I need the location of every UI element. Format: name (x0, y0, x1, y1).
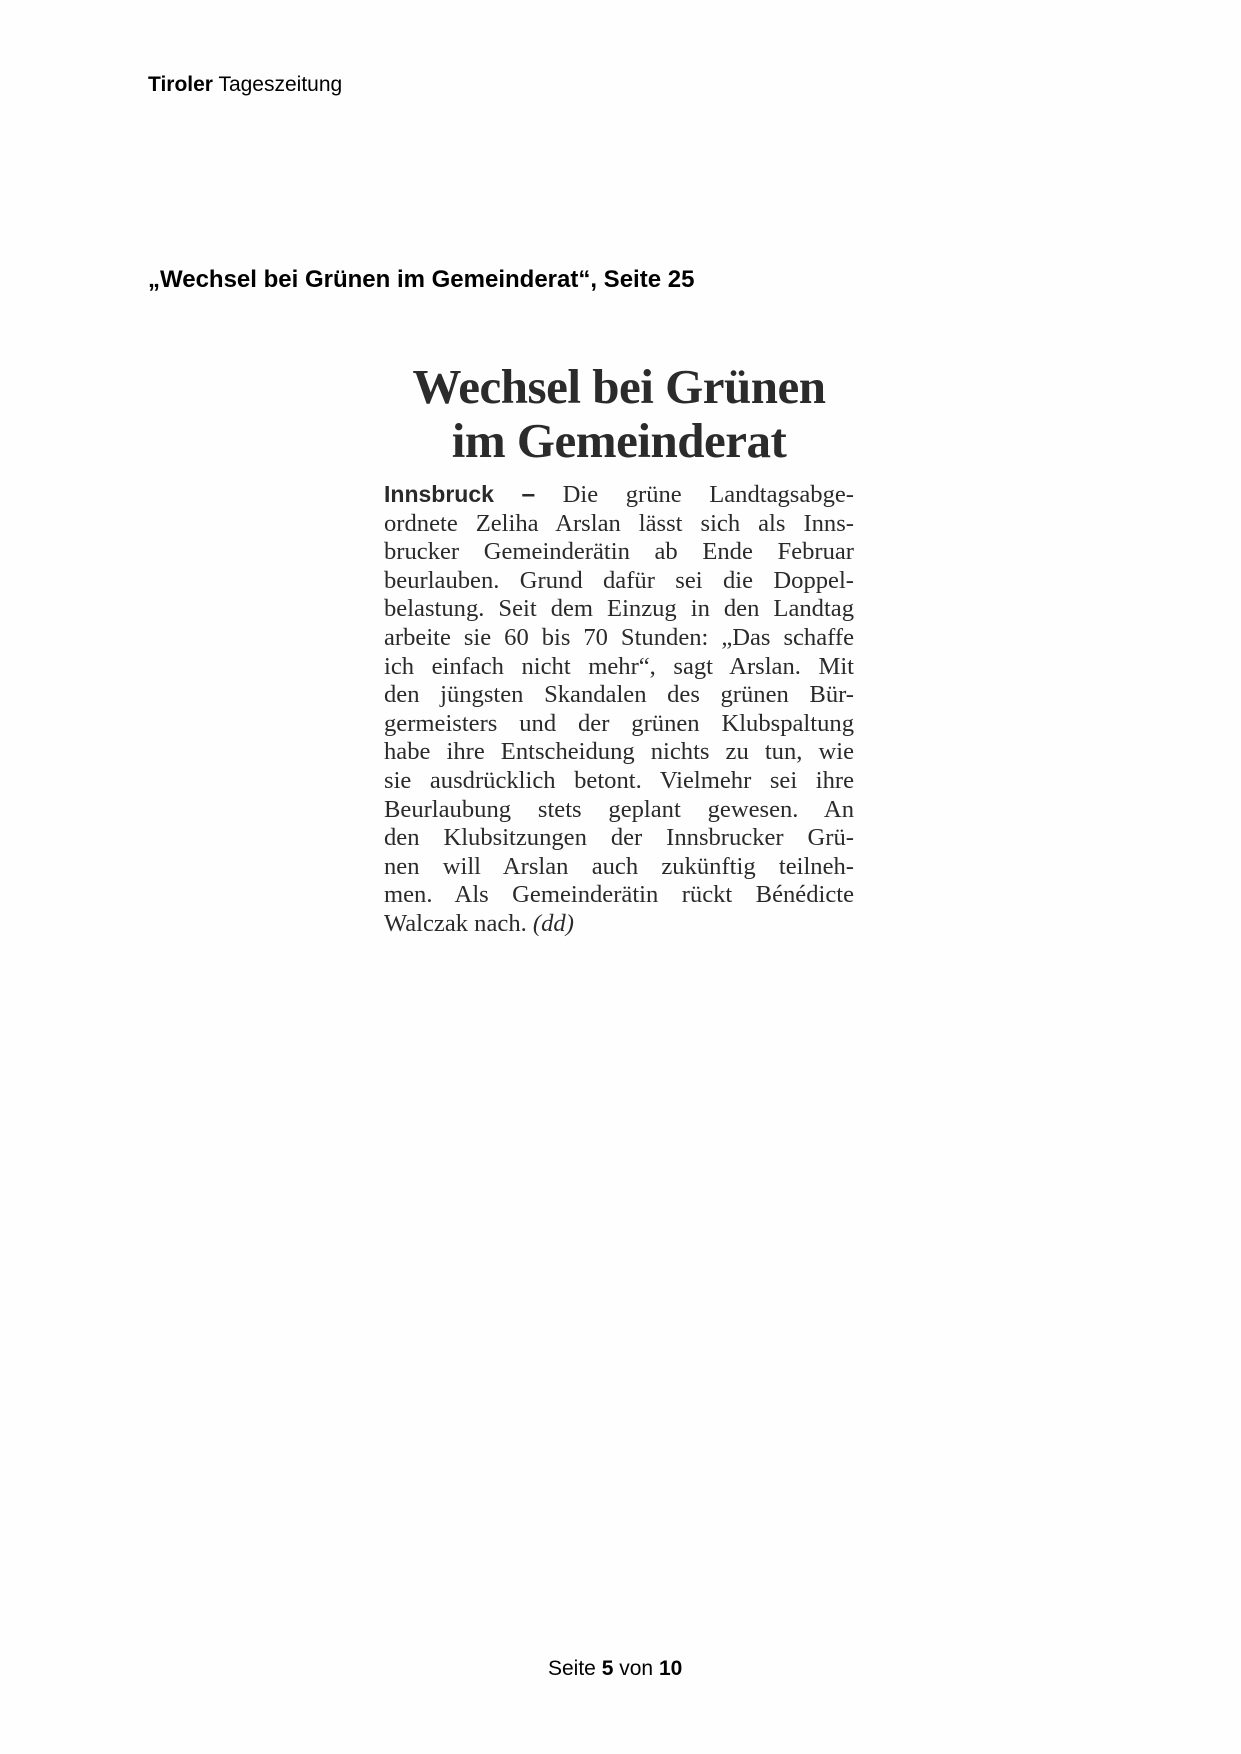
author-signature: (dd) (532, 909, 574, 937)
article-line-text: Die grüne Landtagsabge- (562, 481, 854, 508)
document-title: „Wechsel bei Grünen im Gemeinderat“, Seite 25 (148, 266, 695, 293)
page-separator: von (619, 1657, 654, 1680)
newspaper-clipping (384, 360, 854, 939)
article-line: sie ausdrücklich betont. Vielmehr sei ihre (384, 766, 854, 794)
article-dateline: Innsbruck (384, 481, 494, 507)
brand-name-bold: Tiroler (148, 73, 213, 96)
article-line-text: Walczak nach. (384, 909, 527, 937)
article-line: beurlauben. Grund dafür sei die Doppel- (384, 566, 854, 594)
publication-header (148, 72, 342, 98)
headline-line-2: im Gemeinderat (451, 413, 787, 468)
article-line: men. Als Gemeinderätin rückt Bénédicte (384, 881, 854, 909)
page-number (548, 1656, 682, 1682)
article-line: germeisters und der grünen Klubspaltung (384, 709, 854, 737)
article-line: belastung. Seit dem Einzug in den Landtag (384, 595, 854, 623)
brand-name-regular: Tageszeitung (218, 73, 343, 96)
article-line: Beurlaubung stets geplant gewesen. An (384, 795, 854, 823)
headline-line-1: Wechsel bei Grünen (412, 359, 826, 414)
total-pages: 10 (658, 1657, 683, 1680)
article-line: den Klubsitzungen der Innsbrucker Grü- (384, 824, 854, 852)
article-line (384, 480, 854, 510)
article-line: arbeite sie 60 bis 70 Stunden: „Das schaffe (384, 623, 854, 651)
article-line: nen will Arslan auch zukünftig teilneh- (384, 852, 854, 880)
article-line (384, 910, 854, 939)
article-body (384, 480, 854, 939)
article-headline (384, 360, 854, 468)
page-label: Seite (548, 1657, 596, 1680)
article-line: ordnete Zeliha Arslan lässt sich als Inns- (384, 509, 854, 537)
article-line: ich einfach nicht mehr“, sagt Arslan. Mit (384, 652, 854, 680)
dateline-dash: – (521, 481, 536, 508)
article-line: habe ihre Entscheidung nichts zu tun, wie (384, 738, 854, 766)
article-line: brucker Gemeinderätin ab Ende Februar (384, 538, 854, 566)
current-page: 5 (601, 1657, 614, 1680)
article-line: den jüngsten Skandalen des grünen Bür- (384, 681, 854, 709)
